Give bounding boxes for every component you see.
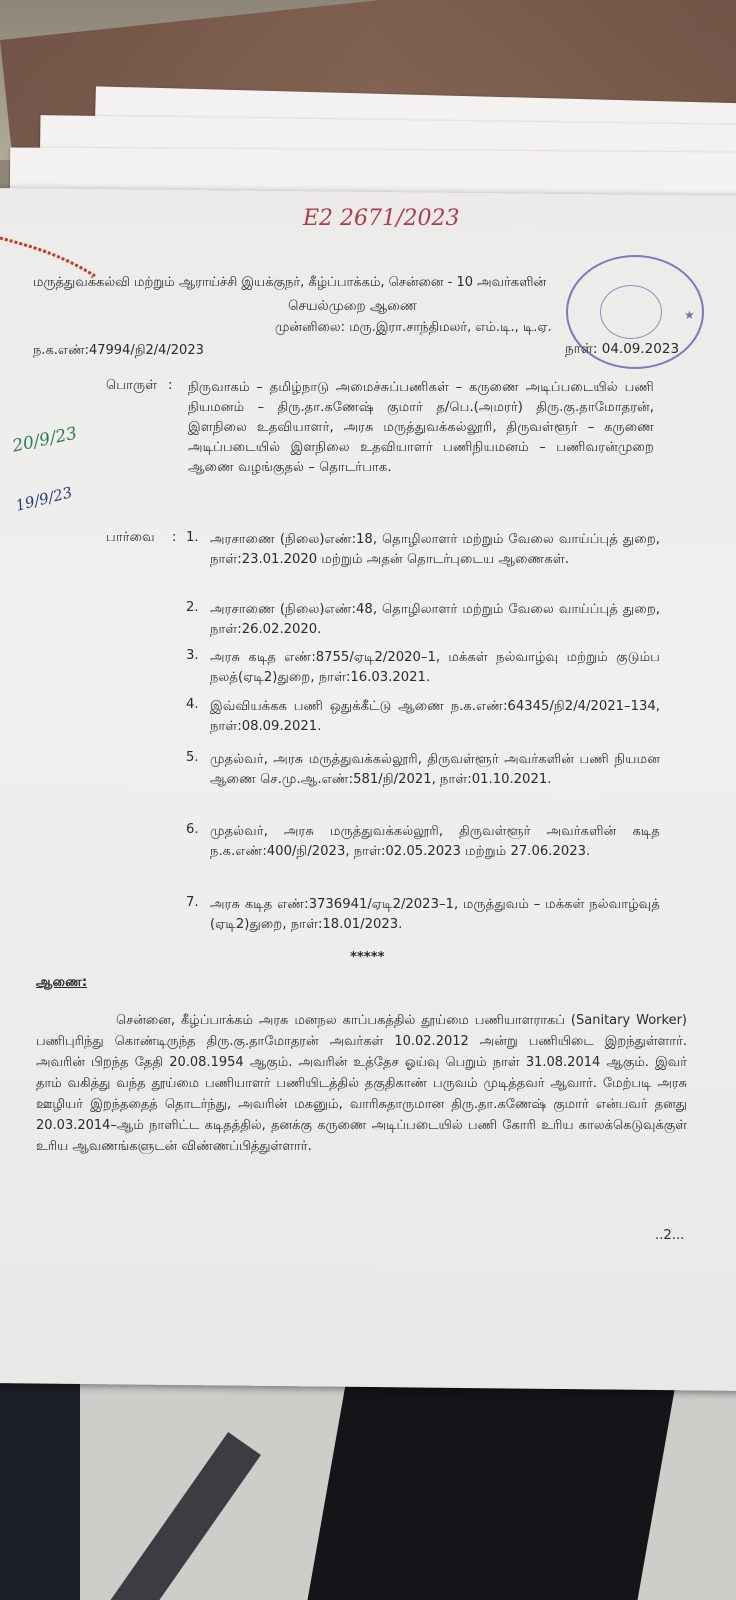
order-date: நாள்: 04.09.2023 <box>565 341 680 357</box>
reference-number-4: 4. <box>186 697 199 712</box>
seal-star-icon: ★ <box>684 308 695 322</box>
handwritten-initial: 20/9/23 <box>10 423 79 457</box>
references-colon: : <box>172 530 177 545</box>
order-paragraph: சென்னை, கீழ்ப்பாக்கம் அரசு மனநல காப்பகத்தில் தூய்மை பணியாளராகப் (Sanitary Worker) பணிபுரிந்து கொண்டிருந்த திரு.கு.தாமோதரன் அவர்கள் 10.02.2012 அன்று பணியிடை இறந்துள்ளார். அவரின் பிறந்த தேதி 20.08.1954 ஆகும். அவரின் உத்தேச ஓய்வு பெறும் நாள் 31.08.2014 ஆகும். இவர் தாம் வகித்து வந்த தூய்மை பணியாளர் பணியிடத்தில் தகுதிகாண் பருவம் முடித்தவர் ஆவார். மேற்படி அரசு ஊழியர் இறந்ததைத் தொடர்ந்து, அவரின் மகனும், வாரிசுதாருமான திரு.தா.கணேஷ் குமார் என்பவர் தனது 20.03.2014–ஆம் நாளிட்ட கடிதத்தில், தனக்கு கருணை அடிப்படையில் பணி கோரி உரிய காலக்கெடுவுக்குள் உரிய ஆவணங்களுடன் விண்ணப்பித்துள்ளார். <box>36 1013 687 1154</box>
reference-item-6: முதல்வர், அரசு மருத்துவக்கல்லூரி, திருவள்ளூர் அவர்களின் கடித ந.க.எண்:400/நி/2023, நாள்:02.05.2023 மற்றும் 27.06.2023. <box>210 824 660 859</box>
reference-number-1: 1. <box>186 530 199 545</box>
office-title: மருத்துவக்கல்வி மற்றும் ஆராய்ச்சி இயக்குநர், கீழ்ப்பாக்கம், சென்னை - 10 அவர்களின் <box>33 275 547 290</box>
handwritten-initial: 19/9/23 <box>13 483 75 515</box>
reference-item-2: அரசாணை (நிலை)எண்:48, தொழிலாளர் மற்றும் வேலை வாய்ப்புத் துறை, நாள்:26.02.2020. <box>210 602 660 637</box>
reference-number-5: 5. <box>186 750 199 765</box>
reference-number: ந.க.எண்:47994/நி2/4/2023 <box>33 343 204 358</box>
reference-item-3: அரசு கடித எண்:8755/ஏடி2/2020–1, மக்கள் நல்வாழ்வு மற்றும் குடும்ப நலத்(ஏடி2)துறை, நாள்:16.03.2021. <box>210 650 660 685</box>
order-label: ஆணை: <box>36 975 88 990</box>
references-label: பார்வை <box>106 530 155 545</box>
reference-item-4: இவ்வியக்கக பணி ஒதுக்கீட்டு ஆணை ந.க.எண்:64345/நி2/4/2021–134, நாள்:08.09.2021. <box>210 699 660 734</box>
reference-number-2: 2. <box>186 600 199 615</box>
presence-line: முன்னிலை: மரு.இரா.சாந்திமலர், எம்.டி., டி.ஏ. <box>275 320 552 335</box>
reference-item-7: அரசு கடித எண்:3736941/ஏடி2/2023–1, மருத்துவம் – மக்கள் நல்வாழ்வுத் (ஏடி2)துறை, நாள்:18.01/2023. <box>210 897 660 932</box>
red-thread <box>0 232 110 280</box>
seal-inner-ring <box>600 285 662 339</box>
reference-item-5: முதல்வர், அரசு மருத்துவக்கல்லூரி, திருவள்ளூர் அவர்களின் பணி நியமன ஆணை செ.மு.ஆ.எண்:581/நி/2021, நாள்:01.10.2021. <box>210 752 660 787</box>
reference-number-6: 6. <box>186 822 199 837</box>
subject-text: நிருவாகம் – தமிழ்நாடு அமைச்சுப்பணிகள் – கருணை அடிப்படையில் பணி நியமனம் – திரு.தா.கணேஷ் குமார் த/பெ.(அமரர்) திரு.கு.தாமோதரன், இளநிலை உதவியாளர், அரசு மருத்துவக்கல்லூரி, திருவள்ளூர் – கருணை அடிப்படையில் இளநிலை உதவியாளர் பணிநியமனம் – பணிவரன்முறை ஆணை வழங்குதல் – தொடர்பாக. <box>188 380 654 475</box>
file-reference: E2 2671/2023 <box>303 206 460 231</box>
reference-number-7: 7. <box>186 895 199 910</box>
page-continuation: ..2... <box>655 1228 685 1243</box>
document-type: செயல்முறை ஆணை <box>288 298 418 314</box>
reference-item-1: அரசாணை (நிலை)எண்:18, தொழிலாளர் மற்றும் வேலை வாய்ப்புத் துறை, நாள்:23.01.2020 மற்றும் அதன் தொடர்புடைய ஆணைகள். <box>210 532 660 567</box>
section-separator: ***** <box>350 950 385 965</box>
reference-number-3: 3. <box>186 648 199 663</box>
subject-label: பொருள் <box>106 378 158 393</box>
subject-colon: : <box>168 378 173 393</box>
